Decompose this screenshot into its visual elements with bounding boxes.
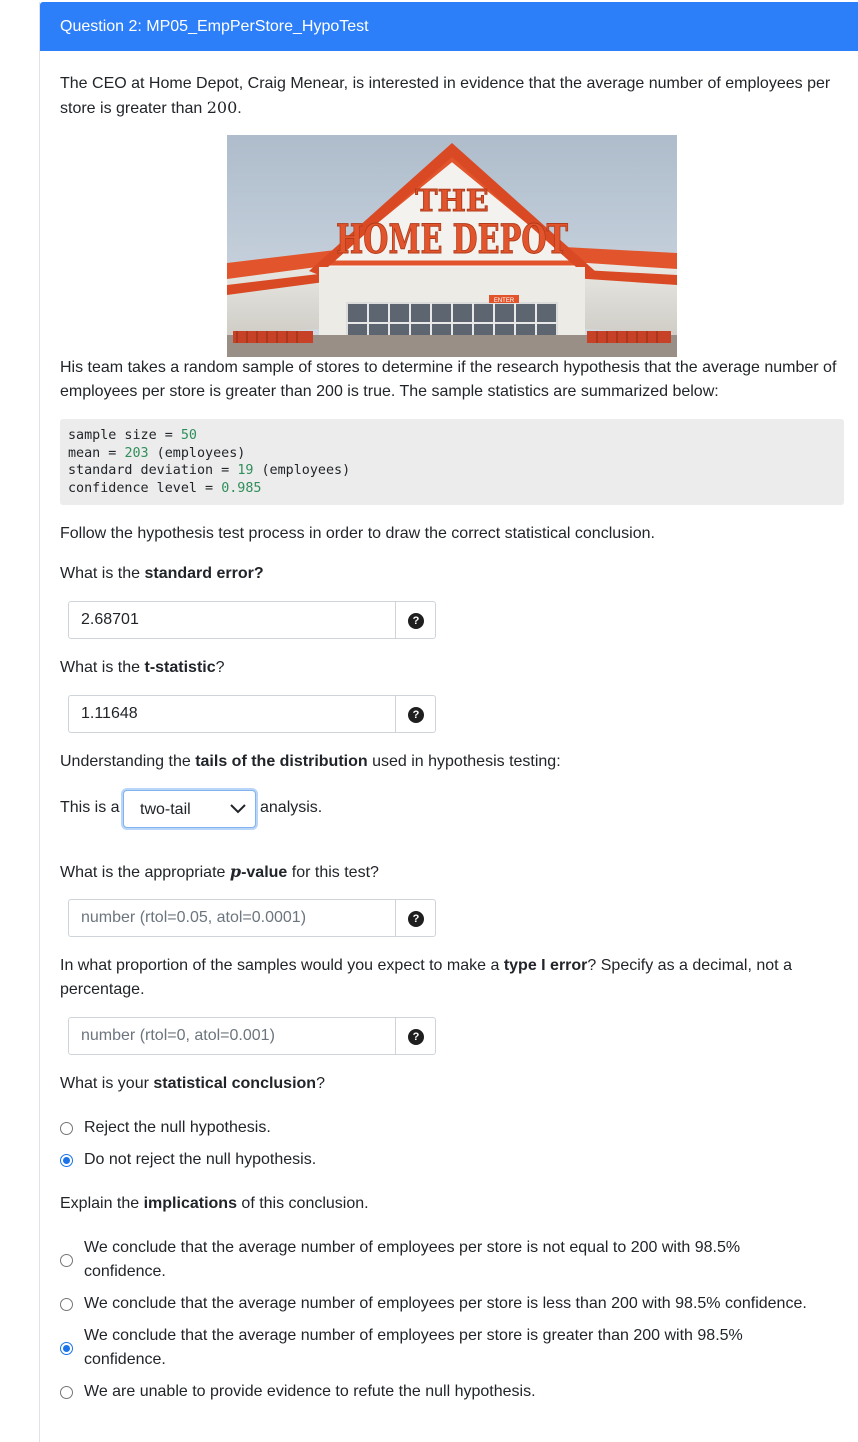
implication-radio-greater-than[interactable] <box>60 1342 73 1355</box>
tail-select-post: analysis. <box>260 799 323 816</box>
implication-label-less-than: We conclude that the average number of employees per store is less than 200 with 98.5% confidence. <box>84 1295 807 1312</box>
intro-text: The CEO at Home Depot, Craig Menear, is interested in evidence that the average number of employees per store is greater than 200. <box>60 75 831 117</box>
chevron-down-icon <box>229 803 247 815</box>
follow-text: Follow the hypothesis test process in order to draw the correct statistical conclusion. <box>60 525 655 542</box>
standard-error-input[interactable] <box>68 601 396 639</box>
standard-error-group <box>68 601 436 639</box>
sign-the-text: THE <box>415 184 489 219</box>
sample-stats-block <box>60 419 844 505</box>
p-value-input[interactable] <box>68 899 396 937</box>
conclusion-question: What is your statistical conclusion? <box>60 1075 325 1092</box>
p-value-help-button[interactable] <box>395 899 436 937</box>
question-help-icon: ? <box>408 1029 424 1045</box>
t-statistic-input[interactable] <box>68 695 396 733</box>
stat-std-dev: standard deviation = 19 (employees) <box>68 463 351 479</box>
type-one-error-input[interactable] <box>68 1017 396 1055</box>
question-help-icon: ? <box>408 613 424 629</box>
sign-home-depot-text: HOME DEPOT <box>336 216 569 263</box>
type-one-error-question: In what proportion of the samples would you expect to make a type I error? Specify as a decimal, not a percentage. <box>60 957 792 998</box>
stat-mean: mean = 203 (employees) <box>68 445 246 461</box>
question-help-icon: ? <box>408 911 424 927</box>
type-one-error-help-button[interactable] <box>395 1017 436 1055</box>
tails-question: Understanding the tails of the distribution used in hypothesis testing: <box>60 753 561 770</box>
implication-label-not-equal: We conclude that the average number of employees per store is not equal to 200 with 98.5% confidence. <box>84 1239 741 1280</box>
implication-option-greater-than[interactable] <box>60 1324 850 1372</box>
p-value-group <box>68 899 436 937</box>
enter-sign-text: ENTER <box>493 298 515 304</box>
implication-option-less-than[interactable] <box>60 1292 850 1316</box>
team-text: His team takes a random sample of stores to determine if the research hypothesis that the average number of employees per store is greater than 200 is true. The sample statistics are summarized below: <box>60 359 837 400</box>
standard-error-question: What is the standard error? <box>60 565 264 582</box>
type-one-error-group <box>68 1017 436 1055</box>
stat-sample-size: sample size = 50 <box>68 428 197 443</box>
p-value-question: What is the appropriate p-value for this test? <box>60 862 379 881</box>
implication-option-not-equal[interactable] <box>60 1236 850 1284</box>
stat-confidence: confidence level = 0.985 <box>68 480 262 496</box>
t-statistic-question: What is the t-statistic? <box>60 659 225 676</box>
t-statistic-group <box>68 695 436 733</box>
implications-question: Explain the implications of this conclusion. <box>60 1195 369 1212</box>
conclusion-option-reject[interactable] <box>60 1116 850 1140</box>
conclusion-radio-reject[interactable] <box>60 1122 73 1135</box>
conclusion-label-reject: Reject the null hypothesis. <box>84 1119 271 1136</box>
implication-label-unable: We are unable to provide evidence to refute the null hypothesis. <box>84 1383 536 1400</box>
intro-value: 200 <box>206 98 238 117</box>
implication-radio-unable[interactable] <box>60 1386 73 1399</box>
implication-radio-not-equal[interactable] <box>60 1254 73 1267</box>
question-title: Question 2: MP05_EmpPerStore_HypoTest <box>60 18 369 35</box>
team-value: 200 <box>316 383 343 400</box>
implication-option-unable[interactable] <box>60 1380 850 1404</box>
home-depot-photo <box>227 135 677 357</box>
conclusion-label-do-not-reject: Do not reject the null hypothesis. <box>84 1151 317 1168</box>
tail-select-pre: This is a <box>60 799 120 816</box>
conclusion-radio-do-not-reject[interactable] <box>60 1154 73 1167</box>
standard-error-help-button[interactable] <box>395 601 436 639</box>
implication-radio-less-than[interactable] <box>60 1298 73 1311</box>
question-header <box>40 2 858 51</box>
tail-type-selected: two-tail <box>140 801 191 818</box>
conclusion-option-do-not-reject[interactable] <box>60 1148 850 1172</box>
t-statistic-help-button[interactable] <box>395 695 436 733</box>
tail-type-select[interactable] <box>123 790 256 828</box>
implication-label-greater-than: We conclude that the average number of employees per store is greater than 200 with 98.5% confidence. <box>84 1327 743 1368</box>
question-help-icon: ? <box>408 707 424 723</box>
question-card <box>39 2 858 1442</box>
